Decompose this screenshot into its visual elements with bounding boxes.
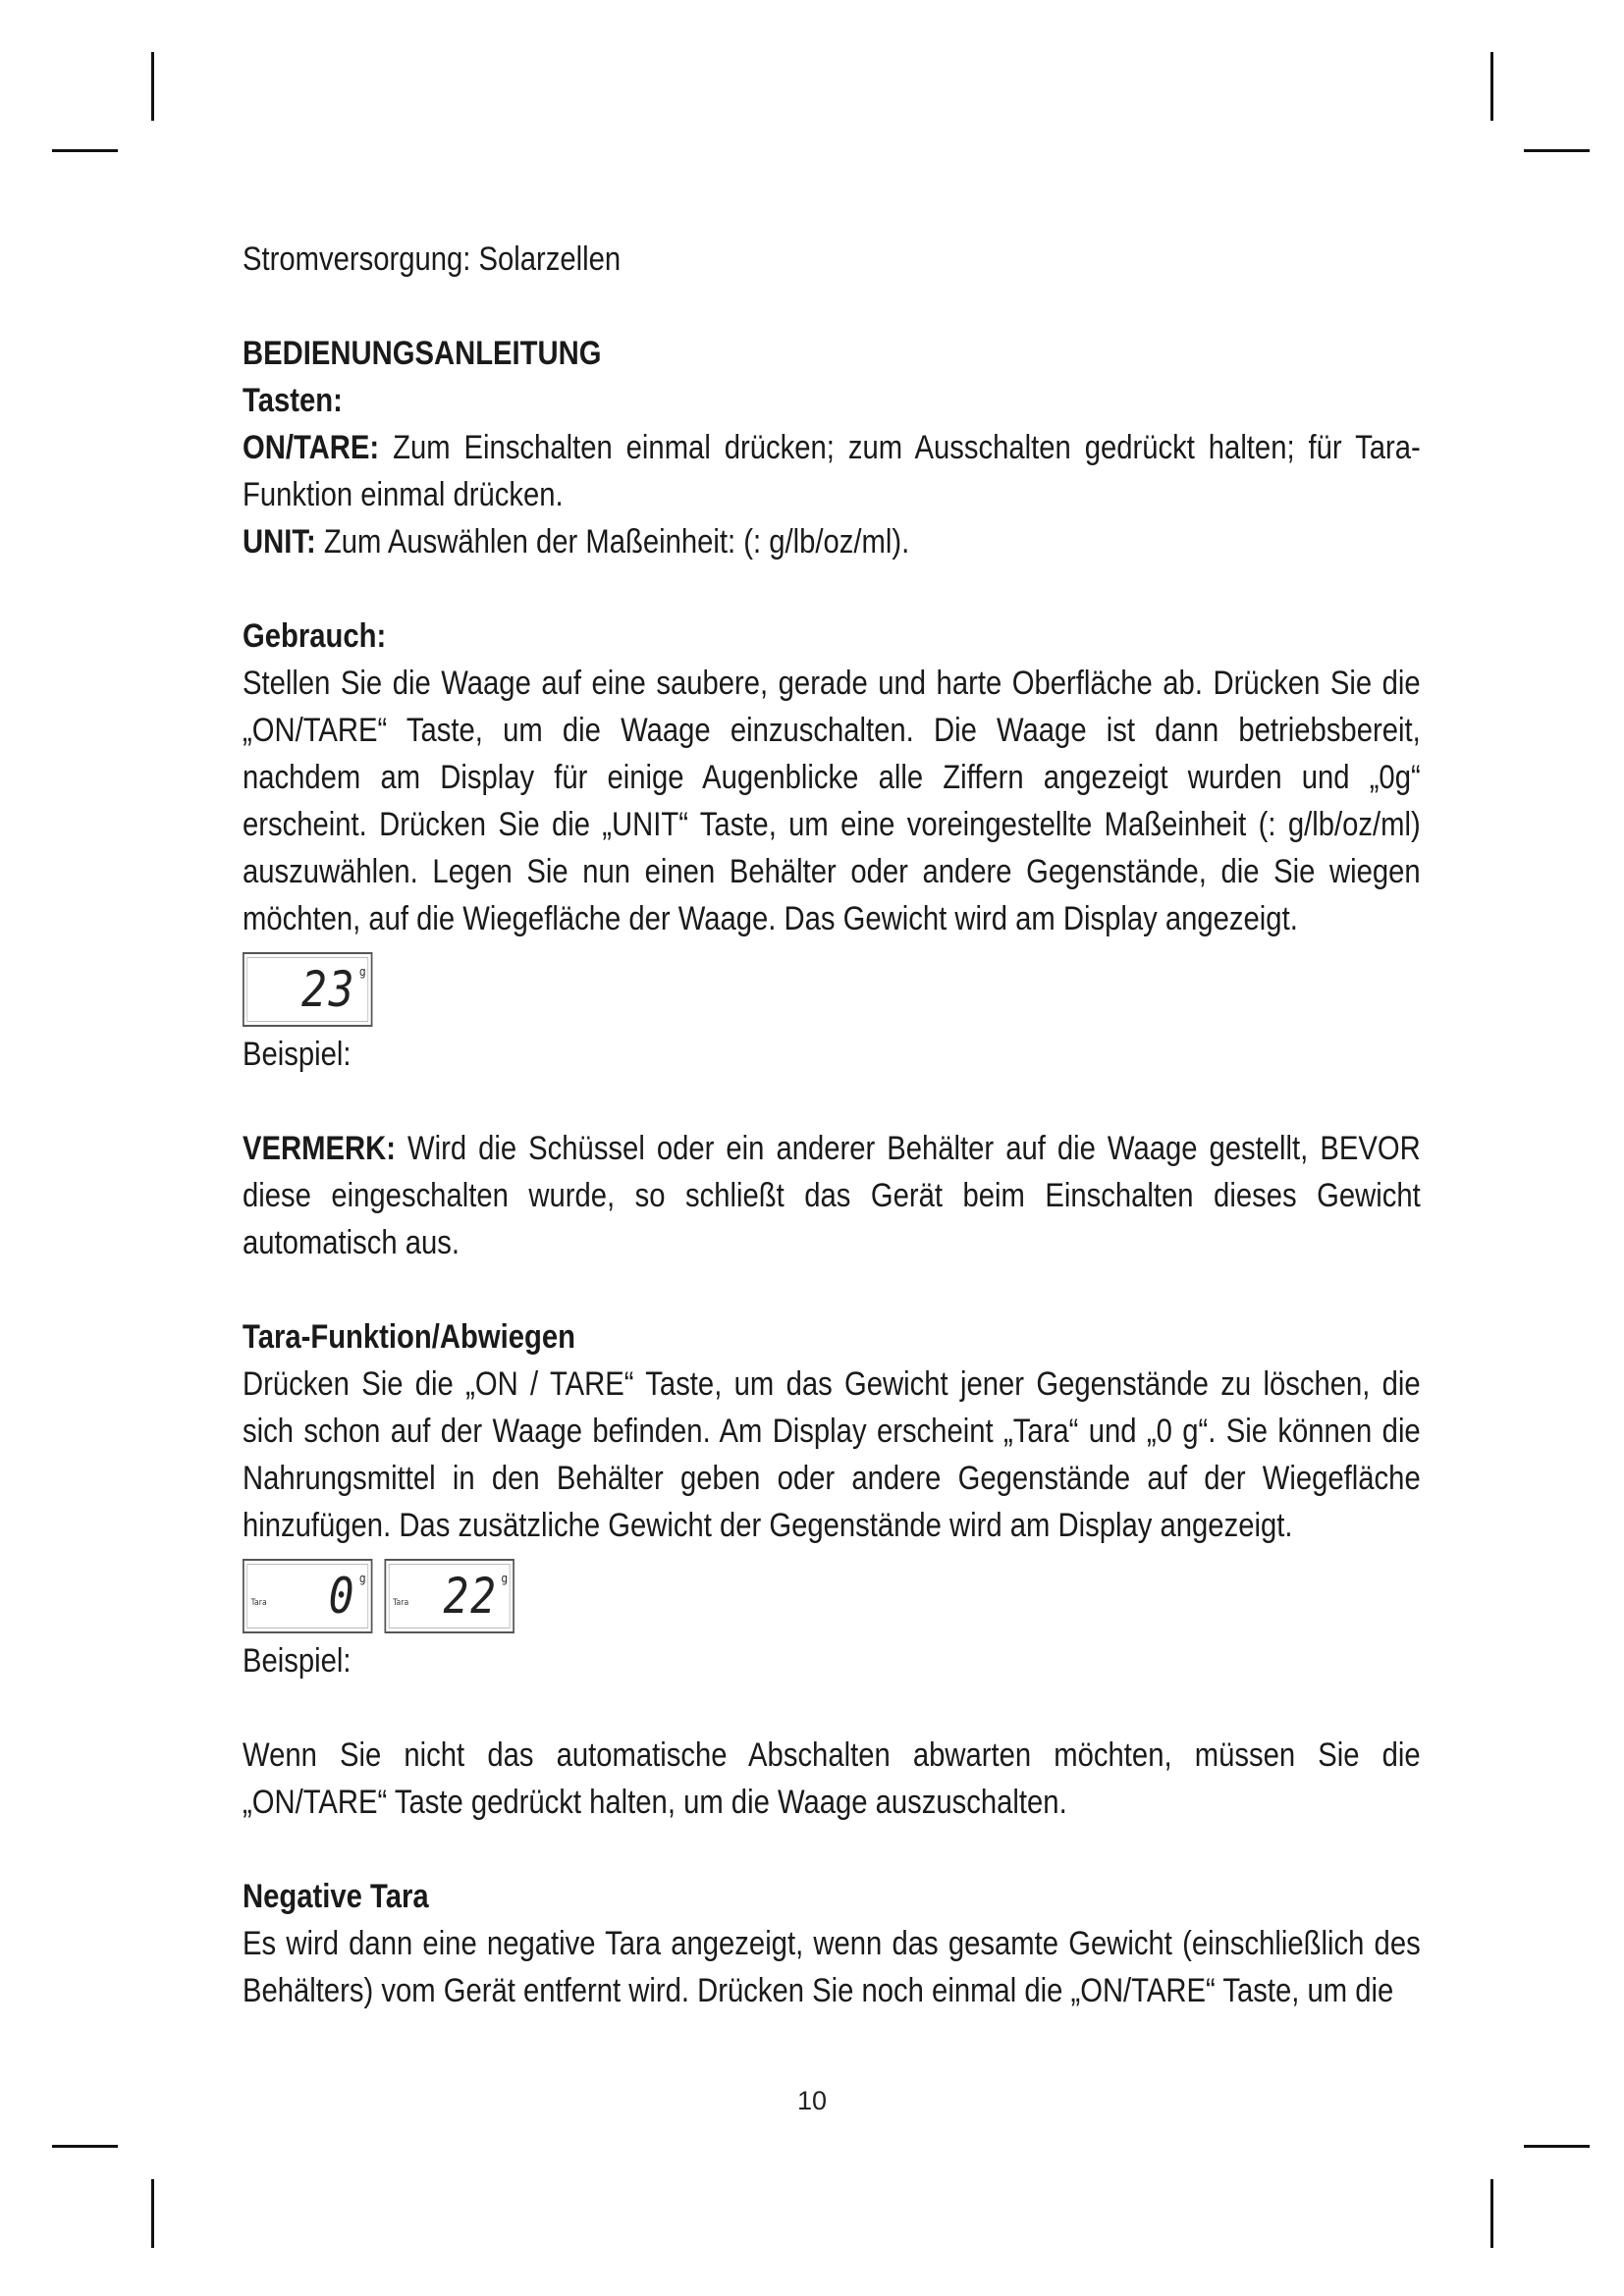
lcd-value: 0 — [328, 1568, 356, 1625]
tare-heading: Tara-Funktion/Abwiegen — [243, 1318, 575, 1356]
note-paragraph — [243, 1125, 1421, 1266]
power-supply-line: Stromversorgung: Solarzellen — [243, 240, 622, 278]
crop-mark-bottom-right-vertical — [1490, 2179, 1493, 2248]
on-tare-label: ON/TARE: — [243, 429, 380, 466]
crop-mark-top-left-horizontal — [52, 149, 118, 152]
tare-example-label: Beispiel: — [243, 1642, 352, 1680]
lcd-display-tara-22g — [384, 1559, 514, 1633]
keys-heading: Tasten: — [243, 382, 343, 419]
unit-description — [243, 518, 1256, 565]
lcd-value: 23 — [301, 961, 356, 1018]
crop-mark-bottom-right-horizontal — [1524, 2145, 1590, 2148]
auto-off-text: Wenn Sie nicht das automatische Abschalten abwarten möchten, müssen Sie die „ON/TARE“ Taste gedrückt halten, um die Waage auszuschalten. — [243, 1736, 1421, 1821]
lcd-value: 22 — [443, 1568, 498, 1625]
on-tare-description — [243, 424, 1421, 518]
lcd-display-tara-0g — [243, 1559, 372, 1633]
crop-mark-top-left-vertical — [151, 52, 154, 121]
on-tare-text: Zum Einschalten einmal drücken; zum Ausschalten gedrückt halten; für Tara-Funktion einmal drücken. — [243, 429, 1421, 513]
unit-text: Zum Auswählen der Maßeinheit: (: g/lb/oz/ml). — [323, 523, 910, 561]
unit-label: UNIT: — [243, 523, 316, 561]
note-text: Wird die Schüssel oder ein anderer Behälter auf die Waage gestellt, BEVOR diese eingeschalten wurde, so schließt das Gerät beim Einschalten dieses Gewicht automatisch aus. — [243, 1130, 1421, 1261]
usage-text: Stellen Sie die Waage auf eine saubere, gerade und harte Oberfläche ab. Drücken Sie die „ON/TARE“ Taste, um die Waage einzuschalten. Die Waage ist dann betriebsbereit, nachdem am Display für einige Augenblicke alle Ziffern angezeigt wurden und „0g“ erscheint. Drücken Sie die „UNIT“ Taste, um eine voreingestellte Maßeinheit (: g/lb/oz/ml) auszuwählen. Legen Sie nun einen Behälter oder andere Gegenstände, die Sie wiegen möchten, auf die Wiegefläche der Waage. Das Gewicht wird am Display angezeigt. — [243, 665, 1421, 937]
crop-mark-bottom-left-horizontal — [52, 2145, 118, 2148]
tare-display-examples — [243, 1559, 1256, 1633]
note-label: VERMERK: — [243, 1130, 396, 1167]
negative-tare-heading: Negative Tara — [243, 1878, 429, 1915]
crop-mark-top-right-horizontal — [1524, 149, 1590, 152]
page-number: 10 — [796, 2086, 828, 2115]
lcd-unit: g — [359, 1572, 366, 1585]
usage-heading: Gebrauch: — [243, 617, 387, 655]
crop-mark-bottom-left-vertical — [151, 2179, 154, 2248]
lcd-unit: g — [359, 965, 366, 979]
usage-example-label: Beispiel: — [243, 1036, 352, 1073]
lcd-unit: g — [501, 1572, 509, 1585]
lcd-display-23g — [243, 952, 372, 1027]
usage-display-examples — [243, 952, 1256, 1027]
section-title: BEDIENUNGSANLEITUNG — [243, 335, 602, 372]
lcd-tara-indicator: Tara — [250, 1598, 267, 1608]
crop-mark-top-right-vertical — [1490, 52, 1493, 121]
lcd-tara-indicator: Tara — [393, 1598, 409, 1608]
tare-text: Drücken Sie die „ON / TARE“ Taste, um das Gewicht jener Gegenstände zu löschen, die sich schon auf der Waage befinden. Am Display erscheint „Tara“ und „0 g“. Sie können die Nahrungsmittel in den Behälter geben oder andere Gegenstände auf der Wiegefläche hinzufügen. Das zusätzliche Gewicht der Gegenstände wird am Display angezeigt. — [243, 1365, 1421, 1544]
negative-tare-text: Es wird dann eine negative Tara angezeigt, wenn das gesamte Gewicht (einschließlich des Behälters) vom Gerät entfernt wird. Drücken Sie noch einmal die „ON/TARE“ Taste, um die — [243, 1925, 1421, 2009]
document-body — [243, 236, 1421, 2014]
